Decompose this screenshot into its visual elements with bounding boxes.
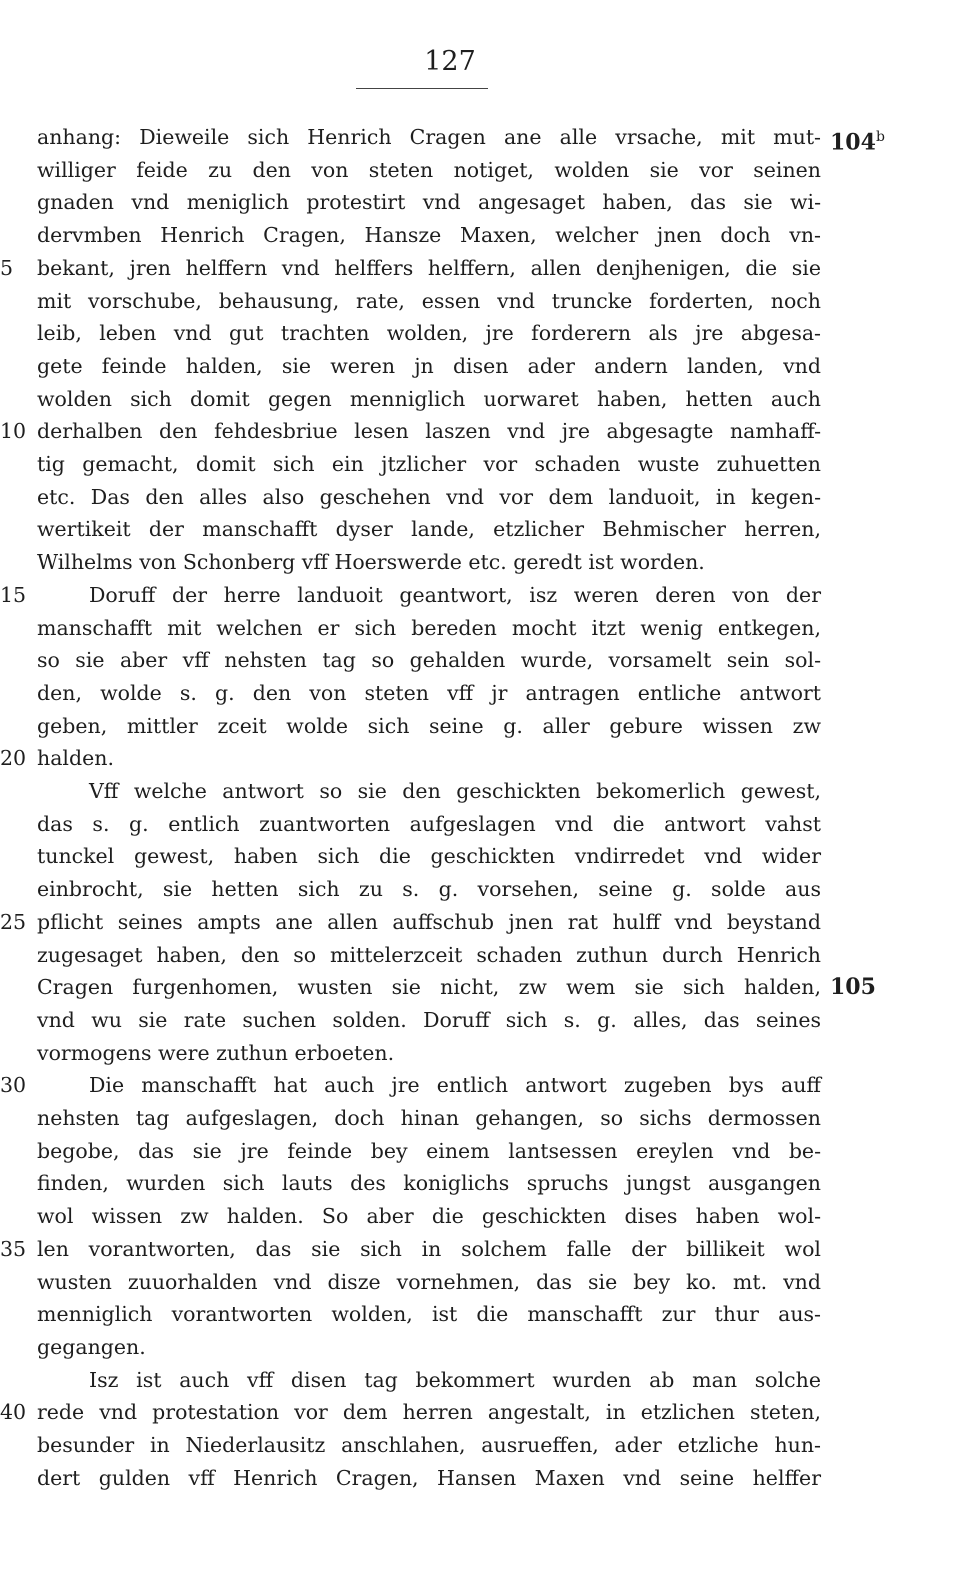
text-line: len vorantworten, das sie sich in solchem falle der billikeit wol — [37, 1237, 821, 1261]
text-line: etc. Das den alles also geschehen vnd vor dem landuoit, in kegen- — [37, 485, 821, 509]
text-line: menniglich vorantworten wolden, ist die manschafft zur thur aus- — [37, 1302, 821, 1326]
line-number: 40 — [0, 1400, 27, 1424]
text-line: tunckel gewest, haben sich die geschickten vndirredet vnd wider — [37, 844, 821, 868]
line-number: 25 — [0, 910, 27, 934]
header-rule — [356, 88, 488, 89]
text-line: wol wissen zw halden. So aber die geschickten dises haben wol- — [37, 1204, 821, 1228]
text-line: wusten zuuorhalden vnd disze vornehmen, das sie bey ko. mt. vnd — [37, 1270, 821, 1294]
margin-folio-note — [830, 974, 930, 1000]
text-line: nehsten tag aufgeslagen, doch hinan gehangen, so sichs dermossen — [37, 1106, 821, 1130]
text-line: Doruff der herre landuoit geantwort, isz weren deren von der — [89, 583, 821, 607]
page-number: 127 — [424, 46, 476, 77]
text-line: den, wolde s. g. den von steten vff jr antragen entliche antwort — [37, 681, 821, 705]
text-line: besunder in Niederlausitz anschlahen, ausrueffen, ader etzliche hun- — [37, 1433, 821, 1457]
text-line: manschafft mit welchen er sich bereden mocht itzt wenig entkegen, — [37, 616, 821, 640]
text-line: das s. g. entlich zuantworten aufgeslagen vnd die antwort vahst — [37, 812, 821, 836]
line-number: 10 — [0, 419, 27, 443]
text-line: tig gemacht, domit sich ein jtzlicher vor schaden wuste zuhuetten — [37, 452, 821, 476]
text-line: vnd wu sie rate suchen solden. Doruff sich s. g. alles, das seines — [37, 1008, 821, 1032]
text-line: gete feinde halden, sie weren jn disen ader andern landen, vnd — [37, 354, 821, 378]
line-number: 5 — [0, 256, 14, 280]
line-number: 30 — [0, 1073, 27, 1097]
text-line: so sie aber vff nehsten tag so gehalden wurde, vorsamelt sein sol- — [37, 648, 821, 672]
text-line: gegangen. — [37, 1335, 146, 1359]
line-number: 15 — [0, 583, 27, 607]
text-line: pflicht seines ampts ane allen auffschub jnen rat hulff vnd beystand — [37, 910, 821, 934]
margin-folio-note — [830, 124, 930, 156]
text-line: einbrocht, sie hetten sich zu s. g. vorsehen, seine g. solde aus — [37, 877, 821, 901]
text-line: Wilhelms von Schonberg vff Hoerswerde etc. geredt ist worden. — [37, 550, 705, 574]
text-line: derhalben den fehdesbriue lesen laszen vnd jre abgesagte namhaff- — [37, 419, 821, 443]
text-line: dert gulden vff Henrich Cragen, Hansen Maxen vnd seine helffer — [37, 1466, 821, 1490]
margin-note-text: 105 — [830, 974, 876, 1000]
line-number: 35 — [0, 1237, 27, 1261]
text-line: leib, leben vnd gut trachten wolden, jre forderern als jre abgesa- — [37, 321, 821, 345]
text-line: zugesaget haben, den so mittelerzceit schaden zuthun durch Henrich — [37, 943, 821, 967]
text-line: Cragen furgenhomen, wusten sie nicht, zw wem sie sich halden, — [37, 975, 821, 999]
text-line: Vff welche antwort so sie den geschickten bekomerlich gewest, — [89, 779, 821, 803]
text-line: Die manschafft hat auch jre entlich antwort zugeben bys auff — [89, 1073, 821, 1097]
text-line: rede vnd protestation vor dem herren angestalt, in etzlichen steten, — [37, 1400, 821, 1424]
text-line: Isz ist auch vff disen tag bekommert wurden ab man solche — [89, 1368, 821, 1392]
text-line: dervmben Henrich Cragen, Hansze Maxen, welcher jnen doch vn- — [37, 223, 821, 247]
text-line: finden, wurden sich lauts des koniglichs spruchs jungst ausgangen — [37, 1171, 821, 1195]
text-line: geben, mittler zceit wolde sich seine g. aller gebure wissen zw — [37, 714, 821, 738]
text-line: wertikeit der manschafft dyser lande, etzlicher Behmischer herren, — [37, 517, 821, 541]
text-line: vormogens were zuthun erboeten. — [37, 1041, 395, 1065]
text-line: mit vorschube, behausung, rate, essen vnd truncke forderten, noch — [37, 289, 821, 313]
text-line: halden. — [37, 746, 114, 770]
margin-note-text: 104 — [830, 129, 876, 156]
text-line: williger feide zu den von steten notiget, wolden sie vor seinen — [37, 158, 821, 182]
margin-note-superscript: b — [875, 129, 885, 145]
line-number: 20 — [0, 746, 27, 770]
text-line: begobe, das sie jre feinde bey einem lantsessen ereylen vnd be- — [37, 1139, 821, 1163]
text-line: bekant, jren helffern vnd helffers helffern, allen denjhenigen, die sie — [37, 256, 821, 280]
text-line: anhang: Dieweile sich Henrich Cragen ane alle vrsache, mit mut- — [37, 125, 821, 149]
text-line: gnaden vnd meniglich protestirt vnd angesaget haben, das sie wi- — [37, 190, 821, 214]
text-line: wolden sich domit gegen menniglich uorwaret haben, hetten auch — [37, 387, 821, 411]
